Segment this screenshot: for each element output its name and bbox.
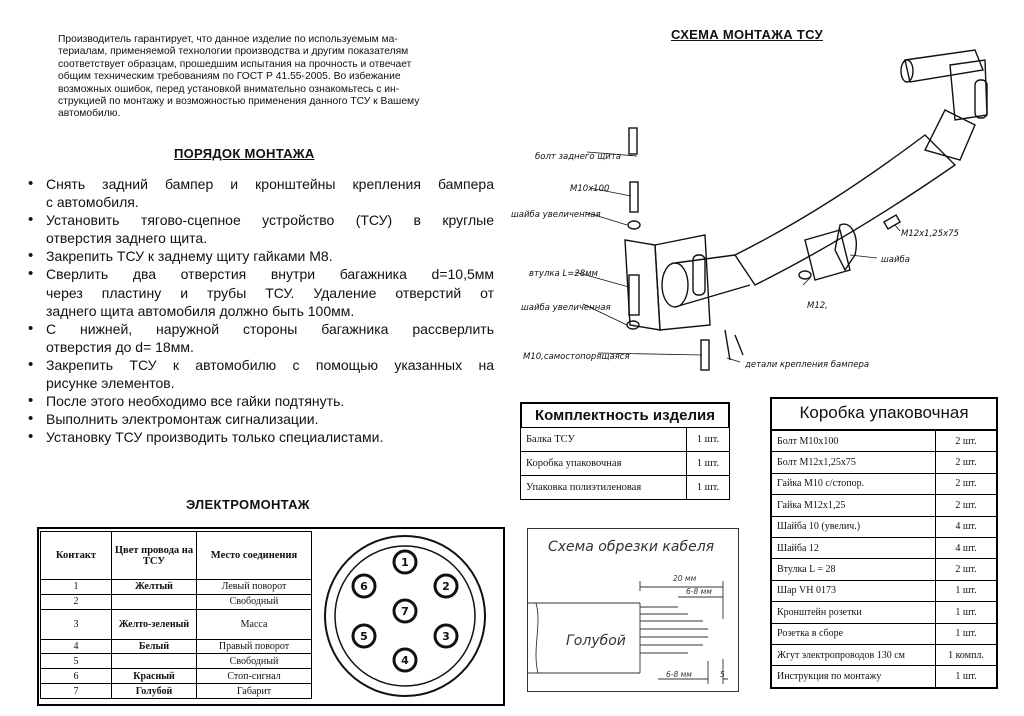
item-qty: 1 компл. [936, 644, 998, 665]
table-row [771, 537, 997, 558]
header-contact: Контакт [41, 532, 112, 580]
item-qty: 2 шт. [936, 559, 998, 580]
label-m10x100: М10х100 [570, 184, 610, 194]
item-name: Жгут электропроводов 130 см [771, 644, 936, 665]
assembly-steps-list [26, 175, 494, 446]
socket-pin [435, 625, 457, 647]
completeness-title: Комплектность изделия [520, 402, 730, 427]
assembly-heading: ПОРЯДОК МОНТАЖА [174, 146, 315, 161]
assembly-step: • После этого необходимо все гайки подтянуть. [26, 392, 494, 410]
table-row [771, 644, 997, 665]
left-tube [675, 255, 750, 307]
left-plate [655, 235, 710, 330]
packing-box-block [770, 397, 998, 689]
wire-color-label: Голубой [566, 633, 626, 649]
upper-bushing [975, 80, 987, 118]
left-sidebar [625, 240, 660, 330]
item-qty: 2 шт. [936, 430, 998, 452]
item-qty: 1 шт. [936, 666, 998, 688]
item-qty: 1 шт. [687, 428, 730, 452]
item-name: Болт М10х100 [771, 430, 936, 452]
m12-nut [799, 271, 811, 279]
item-name: Шайба 10 (увелич.) [771, 516, 936, 537]
item-qty: 1 шт. [936, 623, 998, 644]
table-row [521, 428, 730, 452]
socket-pin [353, 625, 375, 647]
item-qty: 1 шт. [936, 602, 998, 623]
socket-pin [394, 551, 416, 573]
assembly-step: • Закрепить ТСУ к автомобилю с помощью указанных на рисунке элементов. [26, 356, 494, 392]
table-row [771, 602, 997, 623]
socket-pin [435, 575, 457, 597]
table-row: 5 Свободный [41, 654, 312, 669]
socket-pin [394, 649, 416, 671]
item-name: Втулка L = 28 [771, 559, 936, 580]
cable-cut-scheme [527, 528, 739, 692]
intro-line: автомобилю. [58, 108, 121, 120]
table-row: 1 Желтый Левый поворот [41, 580, 312, 595]
warranty-intro [58, 34, 480, 121]
item-qty: 1 шт. [936, 580, 998, 601]
table-row [771, 666, 997, 688]
installation-scheme-drawing [505, 40, 1020, 385]
item-qty: 4 шт. [936, 537, 998, 558]
intro-line: соответствует образцам, прошедшим испытания на прочность и отвечает [58, 58, 412, 70]
svg-text:7: 7 [401, 605, 409, 618]
table-row [771, 495, 997, 516]
item-qty: 1 шт. [687, 476, 730, 500]
intro-line: струкцией по монтажу и возможностью применения данного ТСУ к Вашему [58, 96, 420, 108]
completeness-table [520, 427, 730, 500]
item-name: Розетка в сборе [771, 623, 936, 644]
assembly-step: • Сверлить два отверстия внутри багажника d=10,5мм через пластину и трубы ТСУ. Удаление отверстий от заднего щита автомобиля должно быть 100мм. [26, 265, 494, 319]
m10-nut-bolt [701, 340, 709, 370]
table-row [771, 516, 997, 537]
item-qty: 2 шт. [936, 473, 998, 494]
table-row [771, 559, 997, 580]
completeness-block [520, 402, 730, 500]
table-row: 3 Желто-зеленый Масса [41, 609, 312, 639]
socket-pin [394, 600, 416, 622]
item-name: Балка ТСУ [521, 428, 687, 452]
scheme-title: СХЕМА МОНТАЖА ТСУ [671, 27, 823, 42]
main-crossbar [735, 135, 955, 285]
table-row [771, 580, 997, 601]
svg-text:6: 6 [360, 580, 368, 593]
table-row: 7 Голубой Габарит [41, 684, 312, 699]
label-bushing: втулка L=28мм [529, 269, 598, 279]
left-tube-end [662, 263, 688, 307]
intro-line: териалам, применяемой технологии производства и другим показателям [58, 46, 409, 58]
table-row: 2 Свободный [41, 594, 312, 609]
cable-cut-drawing [528, 529, 738, 691]
upper-tube [905, 50, 983, 82]
bushing [629, 275, 639, 315]
m12-bolt [884, 215, 900, 229]
label-m12: М12х1,25х75 [901, 229, 959, 239]
cable-wires [640, 607, 708, 653]
label-m12-nut: М12, [807, 301, 828, 311]
item-name: Кронштейн розетки [771, 602, 936, 623]
label-washer-bottom: шайба увеличенная [521, 303, 611, 313]
item-qty: 1 шт. [687, 452, 730, 476]
header-place: Место соединения [197, 532, 312, 580]
label-bumper-parts: детали крепления бампера [745, 360, 870, 370]
table-row: 4 Белый Правый поворот [41, 639, 312, 654]
dim-top-label: 6-8 мм [686, 587, 712, 596]
label-m10-nut: М10,самостопорящаяся [523, 352, 630, 362]
item-name: Упаковка полиэтиленовая [521, 476, 687, 500]
item-qty: 2 шт. [936, 495, 998, 516]
item-name: Болт М12х1,25х75 [771, 452, 936, 473]
table-header-row [41, 532, 312, 580]
assembly-step: • Выполнить электромонтаж сигнализации. [26, 410, 494, 428]
item-name: Гайка М12х1,25 [771, 495, 936, 516]
label-washer-right: шайба [881, 255, 910, 265]
label-washer-top: шайба увеличенная [511, 210, 601, 220]
table-row [521, 476, 730, 500]
table-row [521, 452, 730, 476]
socket-pin-diagram [320, 532, 490, 700]
cable-break [536, 603, 538, 673]
item-name: Шайба 12 [771, 537, 936, 558]
dim-bottom-label: 6-8 мм [666, 670, 692, 679]
svg-text:1: 1 [401, 556, 409, 569]
table-row: 6 Красный Стоп-сигнал [41, 669, 312, 684]
svg-text:4: 4 [401, 654, 409, 667]
upper-plate [950, 60, 987, 120]
item-name: Шар VH 0173 [771, 580, 936, 601]
m10-bolt [630, 182, 638, 212]
item-name: Коробка упаковочная [521, 452, 687, 476]
table-row [771, 452, 997, 473]
assembly-step: • Установить тягово-сцепное устройство (ТСУ) в круглые отверстия заднего щита. [26, 211, 494, 247]
rear-bolt [629, 128, 637, 154]
item-name: Инструкция по монтажу [771, 666, 936, 688]
svg-text:2: 2 [442, 580, 450, 593]
item-qty: 4 шт. [936, 516, 998, 537]
assembly-step: • Установку ТСУ производить только специалистами. [26, 428, 494, 446]
electrical-heading: ЭЛЕКТРОМОНТАЖ [186, 497, 310, 512]
svg-text:5: 5 [360, 630, 368, 643]
item-qty: 2 шт. [936, 452, 998, 473]
intro-line: возможных ошибок, перед установкой внимательно ознакомьтесь с ин- [58, 83, 400, 95]
intro-line: Производитель гарантирует, что данное изделие по используемым ма- [58, 34, 398, 45]
table-row [771, 430, 997, 452]
label-rear-bolt: болт заднего щита [535, 152, 621, 162]
bumper-parts [725, 330, 743, 360]
dim-small-label: 5 [720, 670, 725, 679]
washer-top [628, 221, 640, 229]
contacts-table [40, 531, 312, 699]
item-name: Гайка М10 с/стопор. [771, 473, 936, 494]
assembly-step: • С нижней, наружной стороны багажника рассверлить отверстия до d= 18мм. [26, 320, 494, 356]
table-row [771, 473, 997, 494]
socket-pin [353, 575, 375, 597]
svg-text:3: 3 [442, 630, 450, 643]
packing-box-title: Коробка упаковочная [770, 397, 998, 429]
cable-title: Схема обрезки кабеля [548, 539, 715, 555]
assembly-step: • Снять задний бампер и кронштейны крепления бампера с автомобиля. [26, 175, 494, 211]
table-row [771, 623, 997, 644]
assembly-step: • Закрепить ТСУ к заднему щиту гайками М8. [26, 247, 494, 265]
packing-box-table [770, 429, 998, 689]
header-color: Цвет провода на ТСУ [112, 532, 197, 580]
dim-total-label: 20 мм [673, 574, 697, 583]
intro-line: общим техническим требованиям по ГОСТ Р 41.55-2005. Во избежание [58, 71, 401, 83]
